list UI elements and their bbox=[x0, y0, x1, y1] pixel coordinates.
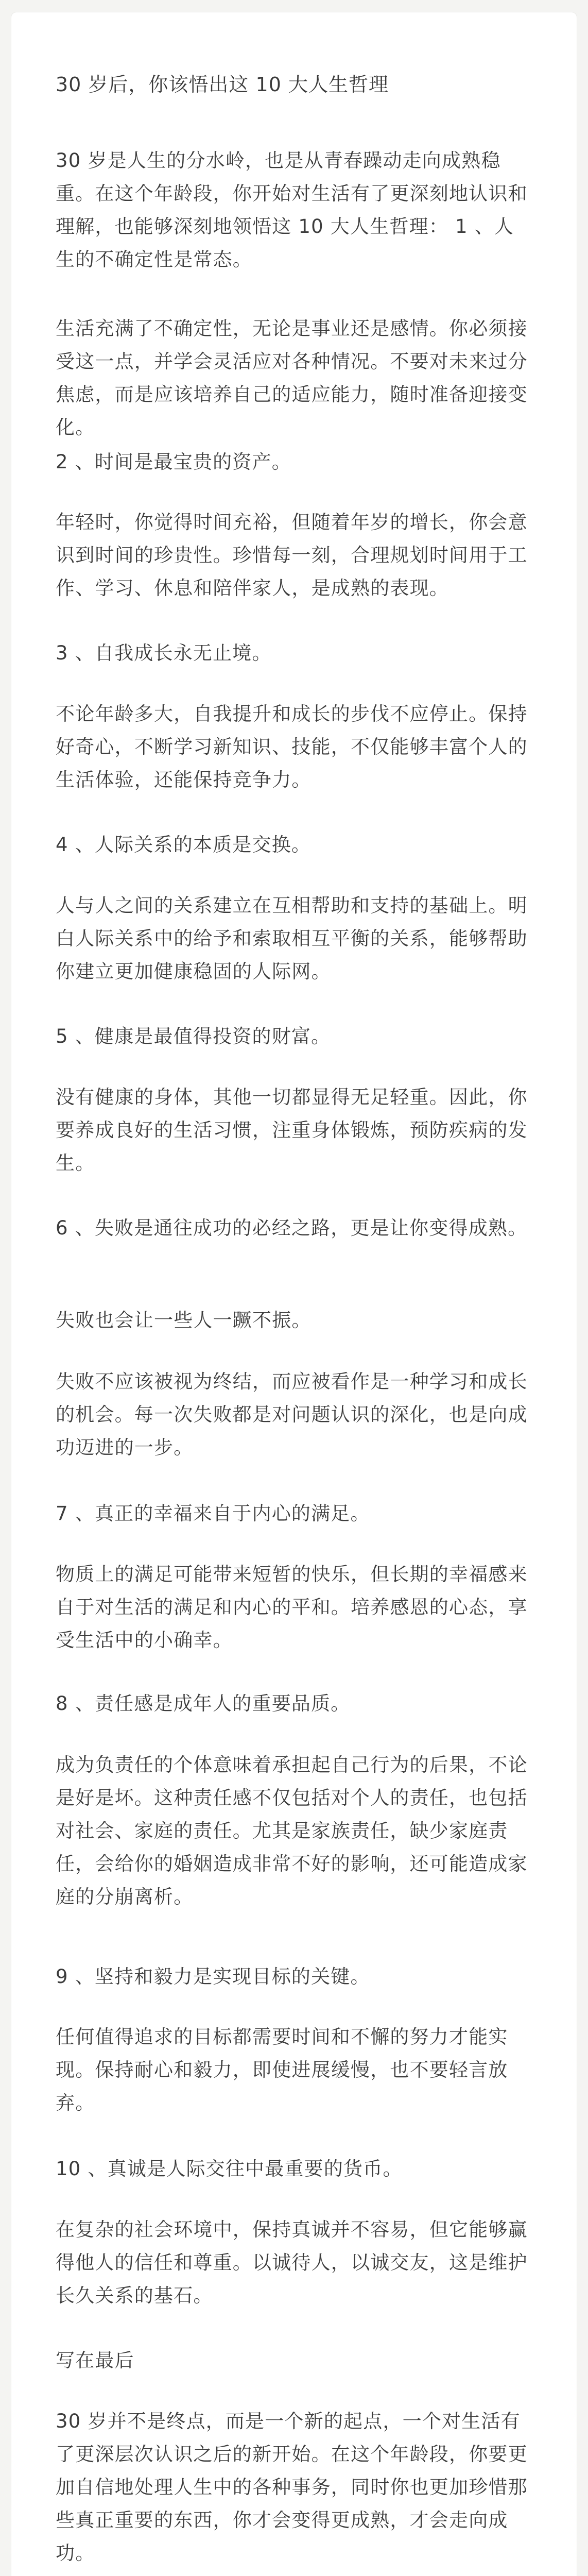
note-heading-closing: 写在最后 bbox=[56, 2349, 134, 2371]
note-paragraph: 在复杂的社会环境中，保持真诚并不容易，但它能够赢得他人的信任和尊重。以诚待人，以诚交友，这是维护长久关系的基石。 bbox=[56, 2218, 528, 2307]
note-heading-5: 5 、健康是最值得投资的财富。 bbox=[56, 1025, 331, 1047]
note-heading-9: 9 、坚持和毅力是实现目标的关键。 bbox=[56, 1965, 370, 1988]
note-paragraph: 年轻时，你觉得时间充裕，但随着年岁的增长，你会意识到时间的珍贵性。珍惜每一刻，合理规划时间用于工作、学习、休息和陪伴家人，是成熟的表现。 bbox=[56, 511, 528, 599]
note-paragraph: 物质上的满足可能带来短暂的快乐，但长期的幸福感来自于对生活的满足和内心的平和。培养感恩的心态，享受生活中的小确幸。 bbox=[56, 1563, 528, 1651]
note-paragraph: 失败也会让一些人一蹶不振。 bbox=[56, 1309, 312, 1331]
note-paragraph: 不论年龄多大，自我提升和成长的步伐不应停止。保持好奇心，不断学习新知识、技能，不仅能够丰富个人的生活体验，还能保持竞争力。 bbox=[56, 703, 528, 791]
note-heading-2: 2 、时间是最宝贵的资产。 bbox=[56, 451, 291, 473]
note-title: 30 岁后，你该悟出这 10 大人生哲理 bbox=[56, 73, 389, 96]
note-paragraph: 没有健康的身体，其他一切都显得无足轻重。因此，你要养成良好的生活习惯，注重身体锻炼，预防疾病的发生。 bbox=[56, 1086, 528, 1174]
note-heading-8: 8 、责任感是成年人的重要品质。 bbox=[56, 1692, 351, 1715]
note-paragraph-intro: 30 岁是人生的分水岭，也是从青春躁动走向成熟稳重。在这个年龄段，你开始对生活有了更深刻地认识和理解，也能够深刻地领悟这 10 大人生哲理： 1 、人生的不确定性是常态。 bbox=[56, 149, 528, 270]
note-paragraph-closing: 30 岁并不是终点，而是一个新的起点，一个对生活有了更深层次认识之后的新开始。在这个年龄段，你要更加自信地处理人生中的各种事务，同时你也更加珍惜那些真正重要的东西，你才会变得更成熟，才会走向成功。 bbox=[56, 2410, 528, 2564]
note-heading-7: 7 、真正的幸福来自于内心的满足。 bbox=[56, 1502, 370, 1524]
note-paragraph: 任何值得追求的目标都需要时间和不懈的努力才能实现。保持耐心和毅力，即使进展缓慢，也不要轻言放弃。 bbox=[56, 2026, 508, 2114]
note-paragraph: 人与人之间的关系建立在互相帮助和支持的基础上。明白人际关系中的给予和索取相互平衡的关系，能够帮助你建立更加健康稳固的人际网。 bbox=[56, 894, 528, 982]
note-heading-10: 10 、真诚是人际交往中最重要的货币。 bbox=[56, 2158, 403, 2180]
note-heading-6: 6 、失败是通往成功的必经之路，更是让你变得成熟。 bbox=[56, 1217, 528, 1239]
note-heading-3: 3 、自我成长永无止境。 bbox=[56, 642, 272, 664]
note-heading-4: 4 、人际关系的本质是交换。 bbox=[56, 834, 312, 856]
note-paragraph: 失败不应该被视为终结，而应被看作是一种学习和成长的机会。每一次失败都是对问题认识的深化，也是向成功迈进的一步。 bbox=[56, 1370, 528, 1459]
note-paragraph: 生活充满了不确定性，无论是事业还是感情。你必须接受这一点，并学会灵活应对各种情况。不要对未来过分焦虑，而是应该培养自己的适应能力，随时准备迎接变化。 bbox=[56, 317, 528, 438]
note-paragraph: 成为负责任的个体意味着承担起自己行为的后果，不论是好是坏。这种责任感不仅包括对个人的责任，也包括对社会、家庭的责任。尤其是家族责任，缺少家庭责任，会给你的婚姻造成非常不好的影响，还可能造成家庭的分崩离析。 bbox=[56, 1754, 528, 1908]
